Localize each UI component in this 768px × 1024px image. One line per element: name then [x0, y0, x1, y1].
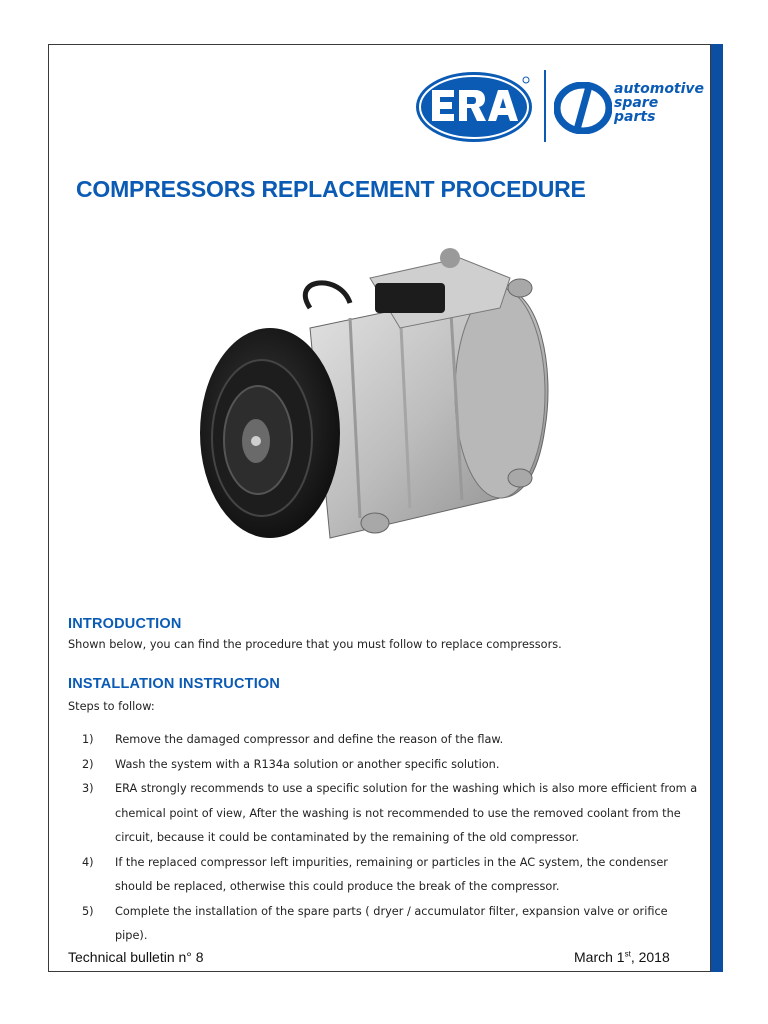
step-number: 3): [82, 782, 94, 795]
list-item: [82, 900, 702, 949]
asp-line-1: automotive: [614, 81, 705, 97]
step-text: Complete the installation of the spare parts ( dryer / accumulator filter, expansion valve or orifice pipe).: [115, 904, 668, 942]
introduction-heading: INTRODUCTION: [68, 616, 182, 632]
step-number: 5): [82, 904, 94, 918]
asp-line-2: spare: [614, 95, 659, 111]
list-item: [82, 728, 702, 753]
logo-divider: [544, 70, 546, 142]
asp-logo-text: [614, 82, 714, 124]
steps-list: [82, 728, 702, 949]
list-item: [82, 777, 702, 851]
list-item: [82, 851, 702, 900]
asp-line-3: parts: [614, 109, 656, 125]
ac-compressor-photo: [200, 248, 560, 560]
installation-intro: Steps to follow:: [68, 700, 155, 713]
side-accent-bar: [711, 44, 723, 972]
header-logos: [414, 70, 714, 146]
date-month-day: March 1: [574, 949, 625, 965]
era-logo-icon: [414, 70, 536, 144]
step-number: 2): [82, 757, 94, 771]
step-text: ERA strongly recommends to use a specific solution for the washing which is also more efficient from a chemical point of view, After the washing is not recommended to use the removed coolant from the circuit, because it could be contaminated by the remaining of the old compressor.: [115, 782, 698, 844]
step-text: If the replaced compressor left impurities, remaining or particles in the AC system, the condenser should be replaced, otherwise this could produce the break of the compressor.: [115, 855, 668, 893]
automotive-spare-parts-logo-icon: [554, 82, 612, 134]
date-suffix: st: [624, 949, 631, 959]
bulletin-date: [574, 949, 670, 965]
list-item: [82, 753, 702, 778]
step-text: Wash the system with a R134a solution or another specific solution.: [115, 757, 500, 771]
page-title: COMPRESSORS REPLACEMENT PROCEDURE: [76, 176, 586, 202]
step-number: 1): [82, 733, 94, 746]
step-text: Remove the damaged compressor and define the reason of the flaw.: [115, 733, 504, 746]
step-number: 4): [82, 855, 94, 869]
introduction-text: Shown below, you can find the procedure that you must follow to replace compressors.: [68, 638, 562, 651]
bulletin-number: Technical bulletin n° 8: [68, 949, 204, 965]
date-year: , 2018: [630, 949, 670, 965]
installation-heading: INSTALLATION INSTRUCTION: [68, 676, 281, 692]
